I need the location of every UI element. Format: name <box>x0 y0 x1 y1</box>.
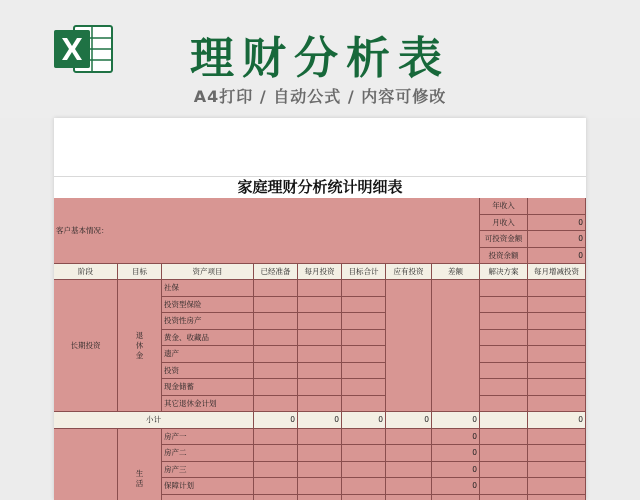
monthly-cell <box>298 396 342 413</box>
summary-label: 投资余额 <box>480 248 528 265</box>
stage-cell: 长期投资 <box>54 280 118 412</box>
empty-cell <box>298 495 342 500</box>
required-investment-cell <box>386 445 432 462</box>
summary-value: 0 <box>528 215 586 232</box>
prepared-cell <box>254 396 298 413</box>
sheet-title: 家庭理财分析统计明细表 <box>54 177 586 197</box>
difference-cell: 0 <box>432 429 480 446</box>
asset-item: 其它退休金计划 <box>162 396 254 413</box>
prepared-cell <box>254 346 298 363</box>
summary-value: 0 <box>528 231 586 248</box>
goal-cell: 生 活 <box>118 429 162 500</box>
difference-cell: 0 <box>432 445 480 462</box>
solution-cell <box>480 346 528 363</box>
column-header: 每月增减投资 <box>528 264 586 280</box>
solution-cell <box>480 462 528 479</box>
solution-cell <box>480 445 528 462</box>
column-header: 解决方案 <box>480 264 528 280</box>
prepared-cell <box>254 429 298 446</box>
required-investment-cell <box>386 478 432 495</box>
summary-value: 0 <box>528 248 586 265</box>
page-title: 理财分析表 <box>190 33 450 84</box>
target-total-cell <box>342 280 386 297</box>
prepared-cell <box>254 330 298 347</box>
monthly-change-cell <box>528 346 586 363</box>
solution-cell <box>480 313 528 330</box>
target-total-cell <box>342 445 386 462</box>
target-total-cell <box>342 363 386 380</box>
column-header: 目标合计 <box>342 264 386 280</box>
column-header: 资产项目 <box>162 264 254 280</box>
monthly-cell <box>298 280 342 297</box>
solution-cell <box>480 478 528 495</box>
difference-cell: 0 <box>432 462 480 479</box>
target-total-cell <box>342 478 386 495</box>
empty-cell <box>162 495 254 500</box>
column-header: 每月投资 <box>298 264 342 280</box>
prepared-cell <box>254 462 298 479</box>
summary-label: 月收入 <box>480 215 528 232</box>
solution-cell <box>480 330 528 347</box>
subtotal-label: 小计 <box>54 412 254 429</box>
monthly-change-cell <box>528 478 586 495</box>
asset-item: 遗产 <box>162 346 254 363</box>
asset-item: 社保 <box>162 280 254 297</box>
subtotal-value: 0 <box>386 412 432 429</box>
summary-label: 年收入 <box>480 198 528 215</box>
column-header: 目标 <box>118 264 162 280</box>
solution-cell <box>480 280 528 297</box>
asset-item: 黄金、收藏品 <box>162 330 254 347</box>
prepared-cell <box>254 297 298 314</box>
column-header: 差额 <box>432 264 480 280</box>
solution-cell <box>480 379 528 396</box>
difference-cell <box>432 280 480 412</box>
monthly-cell <box>298 445 342 462</box>
monthly-cell <box>298 429 342 446</box>
excel-icon <box>52 20 116 78</box>
page-header <box>0 0 640 118</box>
target-total-cell <box>342 330 386 347</box>
column-header: 已经准备 <box>254 264 298 280</box>
solution-cell <box>480 297 528 314</box>
asset-item: 投资 <box>162 363 254 380</box>
monthly-cell <box>298 363 342 380</box>
stage-cell <box>54 429 118 500</box>
empty-cell <box>342 495 386 500</box>
prepared-cell <box>254 313 298 330</box>
monthly-change-cell <box>528 313 586 330</box>
asset-item: 保障计划 <box>162 478 254 495</box>
prepared-cell <box>254 445 298 462</box>
subtotal-value: 0 <box>432 412 480 429</box>
monthly-cell <box>298 346 342 363</box>
monthly-change-cell <box>528 462 586 479</box>
subtotal-value <box>480 412 528 429</box>
required-investment-cell <box>386 280 432 412</box>
monthly-cell <box>298 330 342 347</box>
summary-label: 可投资金额 <box>480 231 528 248</box>
subtotal-value: 0 <box>298 412 342 429</box>
subtotal-value: 0 <box>528 412 586 429</box>
monthly-cell <box>298 313 342 330</box>
required-investment-cell <box>386 429 432 446</box>
target-total-cell <box>342 396 386 413</box>
empty-cell <box>432 495 480 500</box>
prepared-cell <box>254 280 298 297</box>
column-header: 阶段 <box>54 264 118 280</box>
empty-cell <box>480 495 528 500</box>
empty-cell <box>528 495 586 500</box>
target-total-cell <box>342 462 386 479</box>
monthly-change-cell <box>528 379 586 396</box>
asset-item: 现金储蓄 <box>162 379 254 396</box>
monthly-cell <box>298 297 342 314</box>
empty-cell <box>386 495 432 500</box>
page-subtitle: A4打印 / 自动公式 / 内容可修改 <box>193 87 447 106</box>
monthly-change-cell <box>528 429 586 446</box>
spreadsheet-preview <box>54 118 586 500</box>
subtotal-value: 0 <box>254 412 298 429</box>
monthly-cell <box>298 478 342 495</box>
difference-cell: 0 <box>432 478 480 495</box>
empty-cell <box>254 495 298 500</box>
monthly-change-cell <box>528 396 586 413</box>
asset-item: 房产一 <box>162 429 254 446</box>
sheet-blank-area <box>54 118 586 177</box>
solution-cell <box>480 429 528 446</box>
prepared-cell <box>254 478 298 495</box>
target-total-cell <box>342 297 386 314</box>
monthly-change-cell <box>528 297 586 314</box>
solution-cell <box>480 396 528 413</box>
target-total-cell <box>342 346 386 363</box>
target-total-cell <box>342 379 386 396</box>
client-info-label: 客户基本情况： <box>54 198 480 264</box>
asset-item: 房产三 <box>162 462 254 479</box>
asset-item: 房产二 <box>162 445 254 462</box>
prepared-cell <box>254 379 298 396</box>
solution-cell <box>480 363 528 380</box>
prepared-cell <box>254 363 298 380</box>
required-investment-cell <box>386 462 432 479</box>
monthly-cell <box>298 462 342 479</box>
monthly-change-cell <box>528 445 586 462</box>
column-header: 应有投资 <box>386 264 432 280</box>
goal-cell: 退 休 金 <box>118 280 162 412</box>
monthly-change-cell <box>528 280 586 297</box>
asset-item: 投资型保险 <box>162 297 254 314</box>
asset-item: 投资性房产 <box>162 313 254 330</box>
monthly-cell <box>298 379 342 396</box>
target-total-cell <box>342 429 386 446</box>
monthly-change-cell <box>528 330 586 347</box>
subtotal-value: 0 <box>342 412 386 429</box>
monthly-change-cell <box>528 363 586 380</box>
target-total-cell <box>342 313 386 330</box>
summary-value <box>528 198 586 215</box>
